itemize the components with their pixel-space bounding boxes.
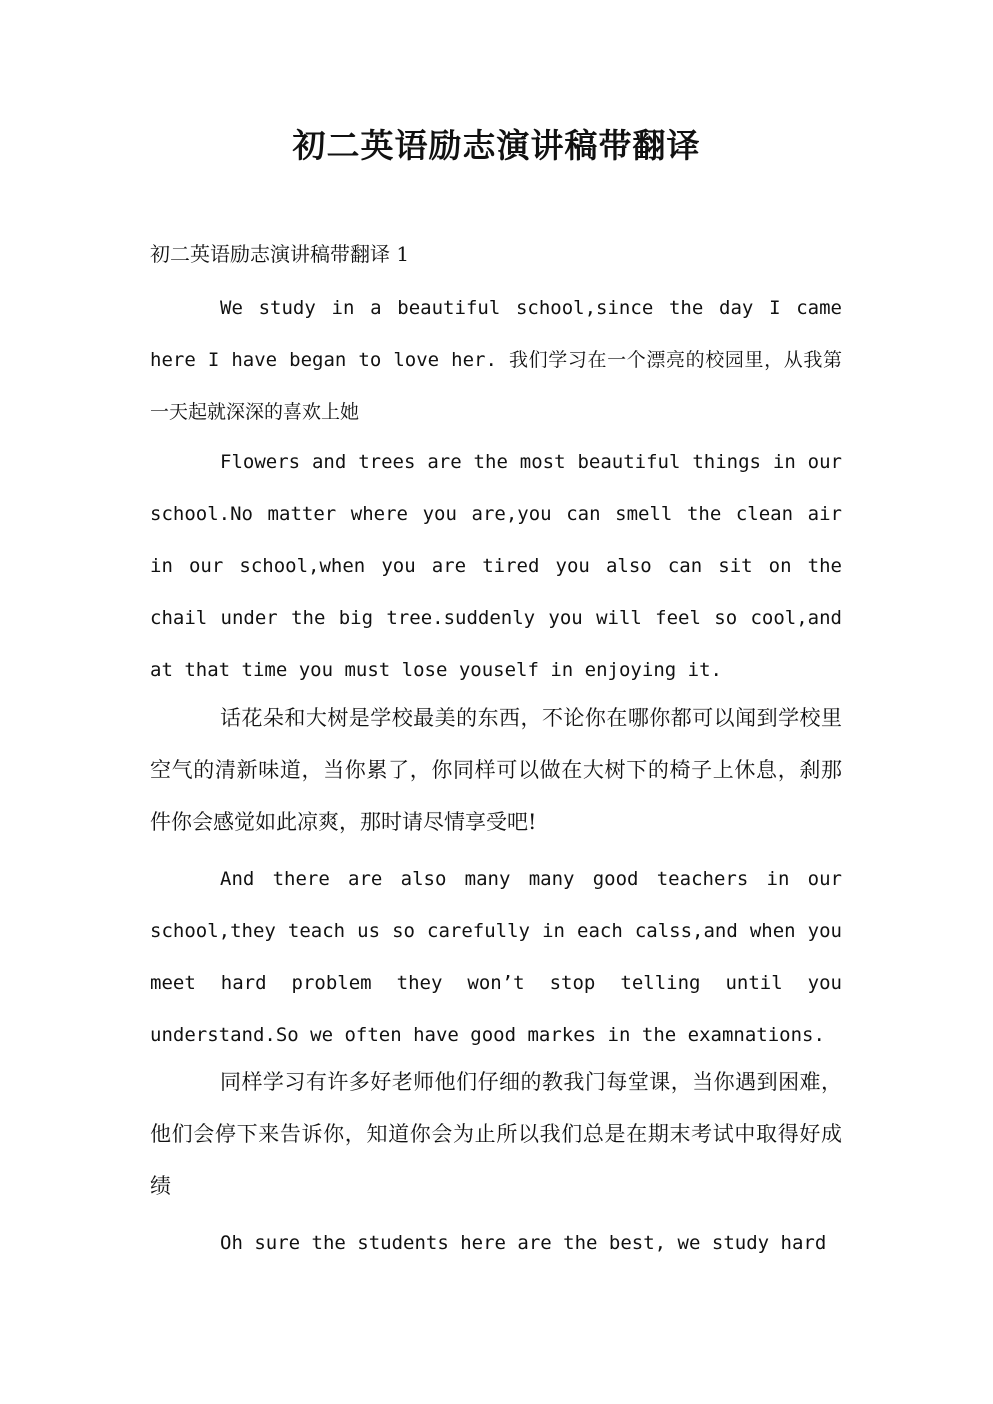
paragraph-flowers-trees-translation: 话花朵和大树是学校最美的东西，不论你在哪你都可以闻到学校里空气的清新味道，当你累了，你同样可以做在大树下的椅子上休息，刹那件你会感觉如此凉爽，那时请尽情享受吧!	[150, 706, 842, 834]
paragraph-flowers-trees: Flowers and trees are the most beautiful things in our school.No matter where you are,you can smell the clean air in our school,when you are tired you also can sit on the chail under the big tree.suddenly you will feel so cool,and at that time you must lose youself in enjoying it.	[150, 451, 842, 681]
paragraph-teachers: And there are also many many good teachers in our school,they teach us so carefully in each calss,and when you meet hard problem they won’t stop telling until you understand.So we often have good markes in the examnations.	[150, 868, 842, 1046]
paragraph-school-intro: We study in a beautiful school,since the day I came here I have began to love her. 我们学习在一个漂亮的校园里，从我第一天起就深深的喜欢上她	[150, 297, 842, 423]
document-title: 初二英语励志演讲稿带翻译	[292, 126, 701, 165]
section-heading: 初二英语励志演讲稿带翻译 1	[150, 242, 410, 266]
paragraph-students: Oh sure the students here are the best, we study hard	[220, 1232, 827, 1254]
paragraph-teachers-translation: 同样学习有许多好老师他们仔细的教我门每堂课，当你遇到困难，他们会停下来告诉你，知道你会为止所以我们总是在期末考试中取得好成绩	[150, 1070, 842, 1198]
